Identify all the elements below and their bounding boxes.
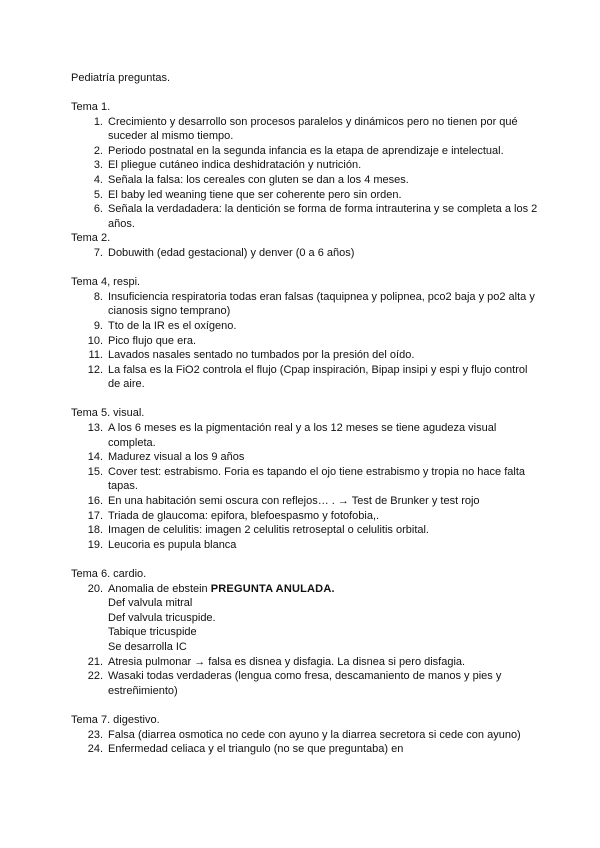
question-text: El pliegue cutáneo indica deshidratación y nutrición. [108, 159, 362, 172]
question-text: Lavados nasales sentado no tumbados por la presión del oído. [108, 349, 415, 362]
question-text: Periodo postnatal en la segunda infancia es la etapa de aprendizaje e intelectual. [108, 144, 504, 157]
question-number: 5. [93, 188, 103, 201]
section-title: Tema 6. cardio. [71, 568, 147, 580]
question-item [71, 465, 541, 494]
question-item [71, 173, 541, 188]
section-spacer [71, 392, 541, 407]
section-title: Tema 1. [71, 101, 111, 113]
section-title: Tema 2. [71, 232, 111, 245]
question-number: 15. [87, 465, 103, 478]
question-item [71, 158, 541, 173]
document-content [71, 100, 541, 757]
question-item [71, 202, 541, 231]
question-text: Tto de la IR es el oxígeno. [108, 319, 237, 332]
question-text: Insuficiencia respiratoria todas eran falsas (taquipnea y polipnea, pco2 baja y po2 alta y cianosis signo temprano) [108, 290, 535, 318]
question-item [71, 450, 541, 465]
option-line: Def valvula tricuspide. [108, 611, 216, 624]
question-number: 23. [87, 728, 103, 741]
question-item [71, 669, 541, 698]
option-line: Tabique tricuspide [108, 626, 197, 639]
question-number: 10. [87, 334, 103, 347]
question-number: 9. [93, 319, 103, 332]
question-item [71, 582, 541, 597]
section-title: Tema 4, respi. [71, 276, 141, 289]
question-text: Crecimiento y desarrollo son procesos paralelos y dinámicos pero no tienen por qué suceder al mismo tiempo. [108, 115, 518, 143]
question-number: 16. [87, 495, 103, 508]
question-item [71, 334, 541, 349]
question-item [71, 115, 541, 144]
question-text: En una habitación semi oscura con reflejos… . → Test de Brunker y test rojo [108, 495, 480, 508]
question-number: 12. [87, 363, 103, 376]
question-item [71, 319, 541, 334]
question-text: Anomalia de ebstein [108, 582, 211, 595]
question-item [71, 144, 541, 159]
question-text: Señala la falsa: los cereales con gluten se dan a los 4 meses. [108, 173, 409, 186]
question-number: 3. [93, 159, 103, 172]
question-number: 19. [87, 538, 103, 551]
question-item [71, 494, 541, 509]
question-item [71, 538, 541, 553]
question-text: La falsa es la FiO2 controla el flujo (Cpap inspiración, Bipap insipi y espi y flujo control de aire. [108, 363, 528, 391]
question-item [71, 509, 541, 524]
question-number: 22. [87, 670, 103, 683]
question-text: A los 6 meses es la pigmentación real y a los 12 meses se tiene agudeza visual completa. [108, 422, 497, 449]
question-item [71, 188, 541, 203]
option-line: Se desarrolla IC [108, 640, 187, 653]
section-spacer [71, 261, 541, 276]
question-item [71, 363, 541, 392]
question-text: Cover test: estrabismo. Foria es tapando el ojo tiene estrabismo y tropia no hace falta tapas. [108, 465, 525, 493]
question-number: 18. [87, 524, 103, 537]
question-list [71, 728, 541, 757]
question-text: Madurez visual a los 9 años [108, 451, 245, 464]
question-item [71, 348, 541, 363]
question-item [71, 246, 541, 261]
question-text: Pico flujo que era. [108, 334, 197, 347]
section-spacer [71, 552, 541, 567]
section-spacer [71, 698, 541, 713]
question-number: 13. [87, 422, 103, 435]
question-number: 21. [87, 655, 103, 668]
question-text: Triada de glaucoma: epifora, blefoespasmo y fotofobia,. [108, 509, 380, 522]
question-number: 7. [93, 246, 103, 259]
question-item [71, 728, 541, 743]
question-number: 1. [93, 115, 103, 128]
question-text: Atresia pulmonar → falsa es disnea y disfagia. La disnea si pero disfagia. [108, 655, 466, 668]
question-item [71, 742, 541, 757]
question-list [71, 582, 541, 699]
question-list [71, 290, 541, 392]
question-number: 17. [87, 509, 103, 522]
question-text: Wasaki todas verdaderas (lengua como fresa, descamaniento de manos y pies y estreñimiento) [108, 670, 502, 697]
question-number: 6. [93, 203, 103, 216]
question-number: 8. [93, 290, 103, 303]
question-text: Enfermedad celiaca y el triangulo (no se que preguntaba) en [108, 743, 404, 756]
question-text: Imagen de celulitis: imagen 2 celulitis retroseptal o celulitis orbital. [108, 524, 429, 537]
document-title: Pediatría preguntas. [71, 72, 171, 84]
question-list [71, 421, 541, 552]
question-text: El baby led weaning tiene que ser coherente pero sin orden. [108, 188, 402, 201]
question-number: 4. [93, 173, 103, 186]
question-list [71, 115, 541, 232]
question-text: Leucoria es pupula blanca [108, 538, 237, 551]
question-number: 2. [93, 144, 103, 157]
question-number: 20. [87, 582, 103, 595]
question-item [71, 421, 541, 450]
question-item [71, 290, 541, 319]
question-item [71, 523, 541, 538]
section-title: Tema 7. digestivo. [71, 713, 160, 726]
question-item [71, 655, 541, 670]
section-title: Tema 5. visual. [71, 407, 145, 420]
question-number: 24. [87, 743, 103, 756]
question-text: Falsa (diarrea osmotica no cede con ayuno y la diarrea secretora si cede con ayuno) [108, 728, 521, 741]
question-number: 11. [88, 349, 103, 362]
question-number: 14. [87, 451, 103, 464]
question-text: Señala la verdadadera: la dentición se forma de forma intrauterina y se completa a los 2 años. [108, 203, 538, 230]
question-text: Dobuwith (edad gestacional) y denver (0 a 6 años) [108, 246, 355, 259]
option-line: Def valvula mitral [108, 597, 193, 610]
annulled-label: PREGUNTA ANULADA. [210, 582, 335, 595]
question-list [71, 246, 541, 261]
